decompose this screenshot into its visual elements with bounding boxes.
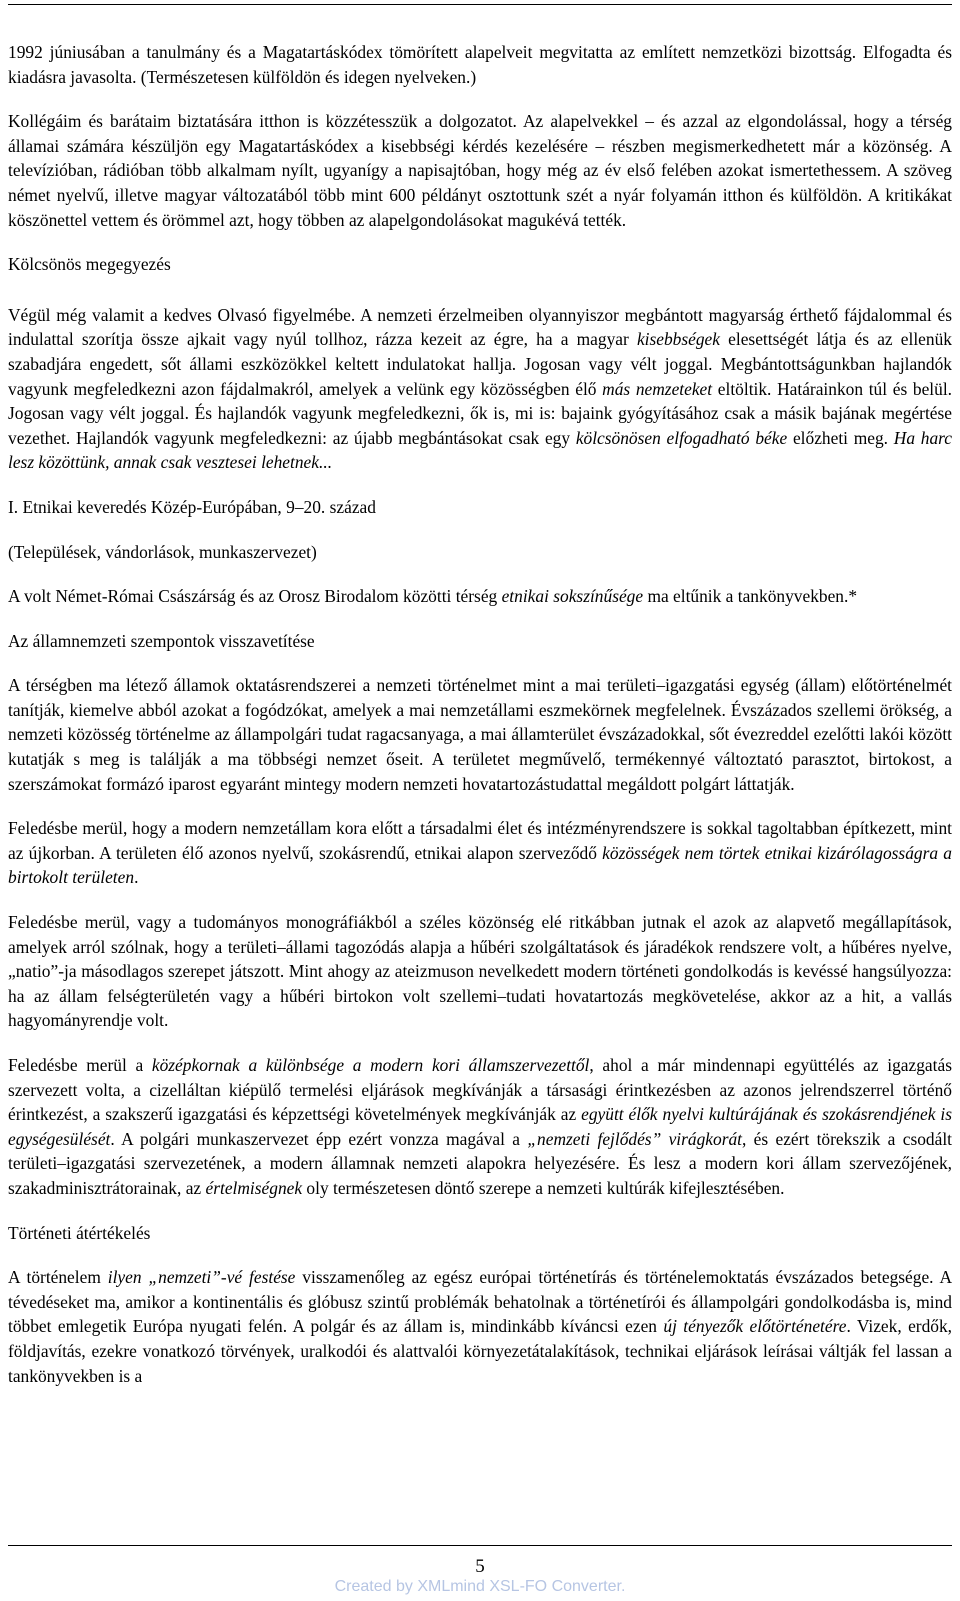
italic-text-run: középkornak a különbsége a modern kori államszervezettől xyxy=(151,1055,590,1075)
text-run: visszamenőleg az egész európai történetírás és történelemoktatás évszázados betegsége. A tévedéseket ma, amikor a kontinentális és glóbusz szintű problémák behatolnak a történetírói és állampolgári gondolkodásba is, mind többet emlegetik Európa nyugati felén. A polgár és az állam is, mindinkább kíváncsi ezen xyxy=(8,1267,953,1337)
text-run: Végül még valamit a kedves Olvasó figyelmébe. A nemzeti érzelmeiben olyannyiszor megbántott magyarság érthető fájdalommal és indulattal szorítja össze ajkait vagy nyúl tollhoz, rázza kezeit az égre, ha a magyar xyxy=(8,304,952,350)
italic-text-run: etnikai sokszínűsége xyxy=(501,586,644,607)
italic-text-run: értelmiségnek xyxy=(205,1177,303,1198)
text-run: , ahol a már mindennapi együttélés az igazgatás szervezett volta, a cizelláltan kiépülő termelési eljárások megkívánják a társasági érintkezésben az azonos jelrendszerrel történő érintkezést, a szakszerű igazgatási és képzettségi követelmények megkívánják az xyxy=(8,1055,952,1125)
paragraph xyxy=(8,910,952,1033)
text-run: , és ezért törekszik a csodált területi–igazgatási szervezetének, a modern államnak nemzeti alapokra helyezésére. És lesz a modern kori állam szervezőjének, szakadminisztrátorainak, az xyxy=(8,1128,952,1198)
paragraph xyxy=(8,303,952,475)
text-run: 1992 júniusában a tanulmány és a Magatartáskódex tömörített alapelveit megvitatta az említett nemzetközi bizottság. Elfogadta és kiadásra javasolta. (Természetesen külföldön és idegen nyelveken.) xyxy=(8,42,952,87)
footer-rule xyxy=(8,1545,952,1546)
text-run: . xyxy=(134,867,139,888)
top-rule xyxy=(8,4,952,5)
credit-prefix: Created by xyxy=(334,1578,418,1595)
text-run: Kölcsönös megegyezés xyxy=(8,254,171,275)
italic-text-run: más nemzeteket xyxy=(602,378,713,399)
paragraph xyxy=(8,1053,952,1201)
italic-text-run: „nemzeti fejlődés” virágkorát xyxy=(527,1128,742,1149)
text-run: Feledésbe merül, vagy a tudományos monográfiákból a széles közönség elé ritkábban jutnak el azok az alapvető megállapítások, amelyek arról szólnak, hogy a területi–állami tagozódás alapja a hűbéri szolgáltatások és járadékok rendszere volt, a hűbéres nyelve, „natio”-ja másodlagos szerepet játszott. Mint ahogy az ateizmuson nevelkedett modern történeti gondolkodás is kevéssé hangsúlyozza: ha az állam felségterületén vagy a hűbéri birtokon volt szellemi–tudati hovatartozás megkövetelése, akkor az a hit, a vallás hagyományrendje volt. xyxy=(8,912,952,1031)
text-run: eltöltik. Határainkon túl és belül. Jogosan vagy vélt joggal. És hajlandók vagyunk megfeledkezni, ők is, mi is: bajaink gyógyításához csak a másik bajának megértése vezethet. Hajlandók vagyunk megfeledkezni: az újabb megbántásokat csak egy xyxy=(8,378,953,448)
text-run: . A polgári munkaszervezet épp ezért vonzza magával a xyxy=(110,1128,528,1149)
text-run: ma eltűnik a tankönyvekben.* xyxy=(643,586,858,607)
text-run: Feledésbe merül, hogy a modern nemzetállam kora előtt a társadalmi élet és intézményrendszere is sokkal tagoltabban építkezett, mint az újkorban. A területen élő azonos nyelvű, szokásrendű, etnikai alapon szerveződő xyxy=(8,818,952,863)
section-subheading xyxy=(8,540,952,565)
text-run: Az államnemzeti szempontok visszavetítése xyxy=(8,630,315,651)
italic-text-run: közösségek nem törtek etnikai kizárólagosságra a birtokolt területen xyxy=(8,842,952,888)
paragraph xyxy=(8,673,952,796)
text-run: A volt Német-Római Császárság és az Orosz Birodalom közötti térség xyxy=(8,586,502,607)
section-heading xyxy=(8,495,952,520)
paragraph xyxy=(8,40,952,89)
credit-name: XMLmind XSL-FO Converter xyxy=(417,1578,621,1595)
paragraph xyxy=(8,109,952,232)
paragraph xyxy=(8,816,952,890)
page-number: 5 xyxy=(475,1556,485,1577)
credit-suffix: . xyxy=(620,1578,626,1595)
text-run: A történelem xyxy=(8,1267,108,1288)
paragraph xyxy=(8,584,952,609)
text-run: I. Etnikai keveredés Közép-Európában, 9–20. század xyxy=(8,496,376,517)
converter-credit xyxy=(0,1578,960,1596)
text-run: Feledésbe merül a xyxy=(8,1055,152,1075)
section-heading xyxy=(8,252,952,277)
text-run: elesettségét látja és az ellenük szabadjára engedett, sőt állami eszközökkel keltett indulatokat hallja. Jogosan vagy vélt joggal. Megbántottságunkban hajlandók vagyunk megfeledkezni azon fájdalmakról, amelyek a velünk egy közösségben élő xyxy=(8,329,952,399)
text-run: . Vizek, erdők, földjavítás, ezekre vonatkozó törvények, uralkodói és alattvalói környezetátalakítások, technikai eljárások leírásai váltják fel lassan a tankönyvekben is a xyxy=(8,1316,953,1386)
text-run: A térségben ma létező államok oktatásrendszerei a nemzeti történelmet mint a mai területi–igazgatási egység (állam) előtörténelmét tanítják, kiemelve abból azokat a fogódzókat, amelyek a mai nemzetállami eszmekörnek megfelelnek. Évszázados szellemi örökség, a nemzeti közösség történelme az állampolgári tudat ragacsanyaga, a mai államterület évszázadokkal, sőt évezreddel ezelőtti lakói között kutatják s meg is találják a ma többségi nemzet őseit. A területet megművelő, termékennyé változtató parasztot, birtokost, a szerszámokat formázó iparost egyaránt mintegy modern nemzeti hovatartozástudattal megáldott polgárt láttatják. xyxy=(8,675,952,794)
text-run: oly természetesen döntő szerepe a nemzeti kultúrák kifejlesztésében. xyxy=(302,1177,785,1198)
italic-text-run: Ha harc lesz közöttünk, annak csak vesztesei lehetnek... xyxy=(8,427,952,473)
text-run: Történeti átértékelés xyxy=(8,1222,151,1243)
italic-text-run: kisebbségek xyxy=(636,329,720,350)
italic-text-run: ilyen „nemzeti”-vé festése xyxy=(107,1267,296,1288)
section-heading xyxy=(8,1221,952,1246)
paragraph xyxy=(8,1265,952,1388)
italic-text-run: kölcsönösen elfogadható béke xyxy=(575,427,788,448)
section-heading xyxy=(8,629,952,654)
text-run: előzheti meg. xyxy=(787,427,894,448)
text-run: Kollégáim és barátaim biztatására itthon is közzétesszük a dolgozatot. Az alapelvekkel – és azzal az elgondolással, hogy a térség államai számára készüljön egy Magatartáskódex a kisebbségi kérdés kezelésére – részben megismerkedhetett már a közönség. A televízióban, rádióban több alkalmam nyílt, ugyanígy a napisajtóban, hogy még az év első felében azokat ismertethessem. A szöveg német nyelvű, illetve magyar változatából több mint 600 példányt osztottunk szét a nyár folyamán itthon és külföldön. A kritikákat köszönettel vettem és örömmel azt, hogy többen az alapelgondolásokat magukévá tették. xyxy=(8,111,952,230)
italic-text-run: együtt élők nyelvi kultúrájának és szokásrendjének is egységesülését xyxy=(8,1104,952,1149)
document-body xyxy=(8,40,952,1388)
italic-text-run: új tényezők előtörténetére xyxy=(663,1316,847,1337)
text-run: (Települések, vándorlások, munkaszervezet) xyxy=(8,541,317,562)
